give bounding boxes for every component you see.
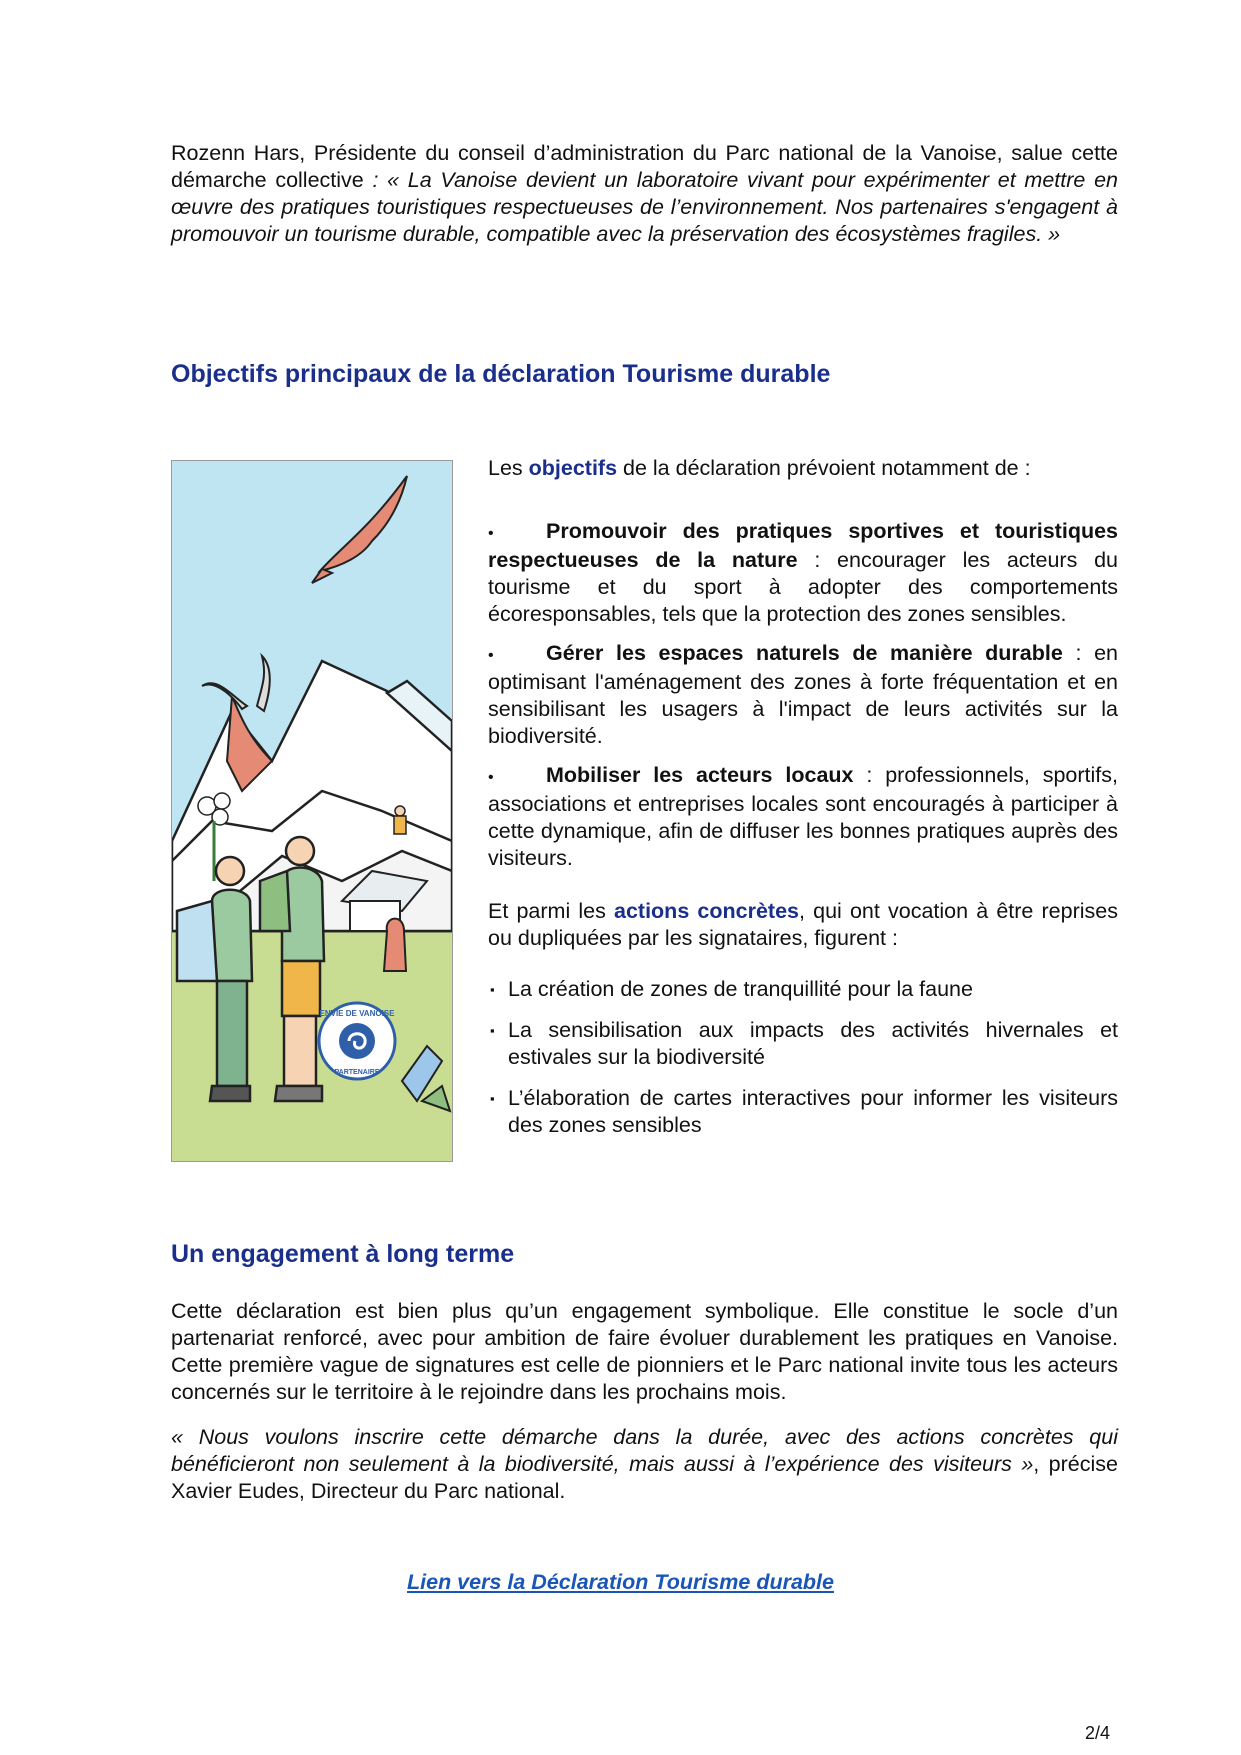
square-bullet-icon: ▪ <box>490 1023 495 1038</box>
lead-suffix: de la déclaration prévoient notamment de : <box>617 456 1031 480</box>
square-bullet-icon: ▪ <box>490 1091 495 1106</box>
marmot-icon <box>384 919 406 971</box>
badge-text-bottom: PARTENAIRE <box>334 1069 380 1076</box>
page-number: 2/4 <box>1085 1723 1111 1743</box>
lead-prefix: Les <box>488 456 529 480</box>
section-title-engagement: Un engagement à long terme <box>171 1240 515 1268</box>
badge-text-top: ENVIE DE VANOISE <box>319 1009 395 1018</box>
actions-list <box>488 976 1118 1139</box>
actions-intro <box>488 898 1118 952</box>
section-title-objectifs: Objectifs principaux de la déclaration Tourisme durable <box>171 360 831 388</box>
director-quote-paragraph <box>171 1424 1118 1505</box>
objective-item <box>488 640 1118 750</box>
action-text: L’élaboration de cartes interactives pour informer les visiteurs des zones sensibles <box>508 1086 1118 1137</box>
objective-text: : encourager les acteurs du tourisme et du sport à adopter des comportements écoresponsables, tels que la protection des zones sensibles. <box>488 548 1118 626</box>
vanoise-illustration <box>171 460 453 1162</box>
objective-text: : professionnels, sportifs, associations et entreprises locales sont encouragés à participer à cette dynamique, afin de diffuser les bonnes pratiques auprès des visiteurs. <box>488 763 1118 870</box>
action-text: La création de zones de tranquillité pour la faune <box>508 977 973 1001</box>
actions-suffix: , qui ont vocation à être reprises ou dupliquées par les signataires, figurent : <box>488 899 1118 950</box>
director-quote: « Nous voulons inscrire cette démarche dans la durée, avec des actions concrètes qui bénéficieront non seulement à la biodiversité, mais aussi à l’expérience des visiteurs » <box>171 1425 1118 1476</box>
objective-item <box>488 518 1118 628</box>
objective-title: Mobiliser les acteurs locaux <box>546 763 854 787</box>
objectives-column <box>488 455 1118 1153</box>
bullet-icon: • <box>488 525 494 542</box>
action-item <box>488 1085 1118 1139</box>
objective-title: Gérer les espaces naturels de manière durable <box>546 641 1063 665</box>
director-attribution: , précise Xavier Eudes, Directeur du Parc national. <box>171 1452 1118 1503</box>
bullet-icon: • <box>488 769 494 786</box>
partner-badge-icon <box>319 1003 395 1079</box>
bullet-icon: • <box>488 647 494 664</box>
action-text: La sensibilisation aux impacts des activités hivernales et estivales sur la biodiversité <box>508 1018 1118 1069</box>
objective-text: : en optimisant l'aménagement des zones à forte fréquentation et en sensibilisant les usagers à l'impact de leurs activités sur la biodiversité. <box>488 641 1118 748</box>
action-item <box>488 976 1118 1003</box>
distant-hiker-icon <box>394 806 406 834</box>
objective-item <box>488 762 1118 872</box>
engagement-paragraph: Cette déclaration est bien plus qu’un engagement symbolique. Elle constitue le socle d’un partenariat renforcé, avec pour ambition de faire évoluer durablement les pratiques en Vanoise. Cette première vague de signatures est celle de pionniers et le Parc national invite tous les acteurs concernés sur le territoire à le rejoindre dans les prochains mois. <box>171 1299 1118 1404</box>
declaration-link[interactable]: Lien vers la Déclaration Tourisme durable <box>407 1570 834 1594</box>
objective-title: Promouvoir des pratiques sportives et touristiques respectueuses de la nature <box>488 519 1118 572</box>
objectives-lead <box>488 455 1118 482</box>
intro-paragraph <box>171 140 1118 248</box>
intro-speaker: Rozenn Hars, Présidente du conseil d’administration du Parc national de la Vanoise, salue cette démarche collective <box>171 141 1118 192</box>
square-bullet-icon: ▪ <box>490 982 495 997</box>
lead-keyword: objectifs <box>528 456 618 480</box>
actions-keyword: actions concrètes <box>614 899 799 923</box>
actions-prefix: Et parmi les <box>488 899 614 923</box>
action-item <box>488 1017 1118 1071</box>
intro-quote: : « La Vanoise devient un laboratoire vivant pour expérimenter et mettre en œuvre des pratiques touristiques respectueuses de l’environnement. Nos partenaires s'engagent à promouvoir un tourisme durable, compatible avec la préservation des écosystèmes fragiles. » <box>171 168 1118 246</box>
